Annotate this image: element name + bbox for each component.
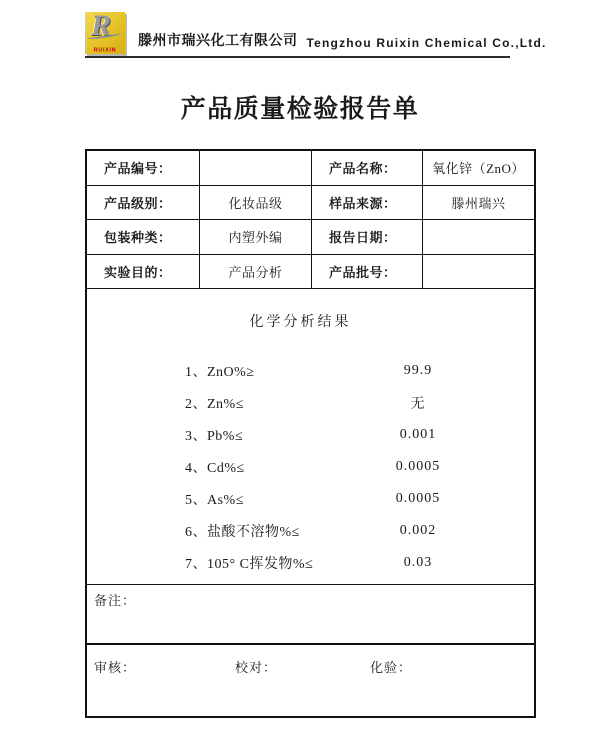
analysis-section — [87, 289, 534, 585]
analysis-value: 99.9 — [403, 363, 433, 378]
analysis-value: 0.03 — [403, 555, 433, 570]
analysis-label: 6、盐酸不溶物%≤ — [185, 525, 300, 540]
letterhead — [85, 9, 547, 58]
analysis-row-hcl-insoluble — [87, 521, 534, 541]
analysis-label: 4、Cd%≤ — [185, 461, 245, 476]
remarks-section — [87, 585, 534, 645]
report-table — [85, 149, 536, 718]
analysis-value: 0.0005 — [395, 459, 441, 474]
analysis-label: 2、Zn%≤ — [185, 397, 244, 412]
info-grid — [87, 151, 534, 289]
field-test-purpose-value: 产品分析 — [200, 255, 312, 290]
field-product-grade-value: 化妆品级 — [200, 186, 312, 221]
field-test-purpose-label: 实验目的： — [87, 255, 200, 290]
field-batch-no-value — [423, 255, 534, 290]
analysis-value: 0.002 — [399, 523, 437, 538]
analysis-row-as — [87, 489, 534, 509]
analysis-row-zn — [87, 393, 534, 413]
analysis-value: 0.0005 — [395, 491, 441, 506]
analysis-label: 5、As%≤ — [185, 493, 244, 508]
field-product-grade-label: 产品级别： — [87, 186, 200, 221]
analysis-label: 3、Pb%≤ — [185, 429, 244, 444]
field-packaging-type-label: 包装种类： — [87, 220, 200, 255]
field-product-no-value — [200, 151, 312, 186]
company-name-english: Tengzhou Ruixin Chemical Co.,Ltd. — [306, 36, 547, 50]
analysis-value: 无 — [410, 397, 426, 412]
document-title: 产品质量检验报告单 — [180, 95, 420, 123]
company-name-chinese: 滕州市瑞兴化工有限公司 — [138, 34, 298, 49]
field-product-name-value: 氧化锌（ZnO） — [423, 151, 534, 186]
field-report-date-label: 报告日期： — [312, 220, 423, 255]
field-packaging-type-value: 内塑外编 — [200, 220, 312, 255]
logo-r-icon: R — [91, 9, 112, 42]
analysis-row-cd — [87, 457, 534, 477]
analysis-label: 7、105° C挥发物%≤ — [185, 557, 314, 572]
signature-proofread-label: 校对： — [235, 660, 278, 675]
field-product-name-label: 产品名称： — [312, 151, 423, 186]
field-report-date-value — [423, 220, 534, 255]
company-logo — [85, 9, 125, 54]
analysis-items — [87, 361, 534, 573]
analysis-row-zno — [87, 361, 534, 381]
analysis-row-volatiles — [87, 553, 534, 573]
field-sample-source-value: 滕州瑞兴 — [423, 186, 534, 221]
field-batch-no-label: 产品批号： — [312, 255, 423, 290]
field-sample-source-label: 样品来源： — [312, 186, 423, 221]
logo-brand-text: RUIXIN — [93, 46, 117, 53]
analysis-value: 0.001 — [399, 427, 437, 442]
signature-assay-label: 化验： — [370, 660, 413, 675]
analysis-label: 1、ZnO%≥ — [185, 365, 255, 380]
analysis-row-pb — [87, 425, 534, 445]
field-product-no-label: 产品编号： — [87, 151, 200, 186]
remarks-label: 备注： — [94, 593, 137, 608]
signature-review-label: 审核： — [94, 660, 137, 675]
signature-section — [87, 645, 534, 716]
analysis-heading: 化学分析结果 — [249, 315, 352, 330]
